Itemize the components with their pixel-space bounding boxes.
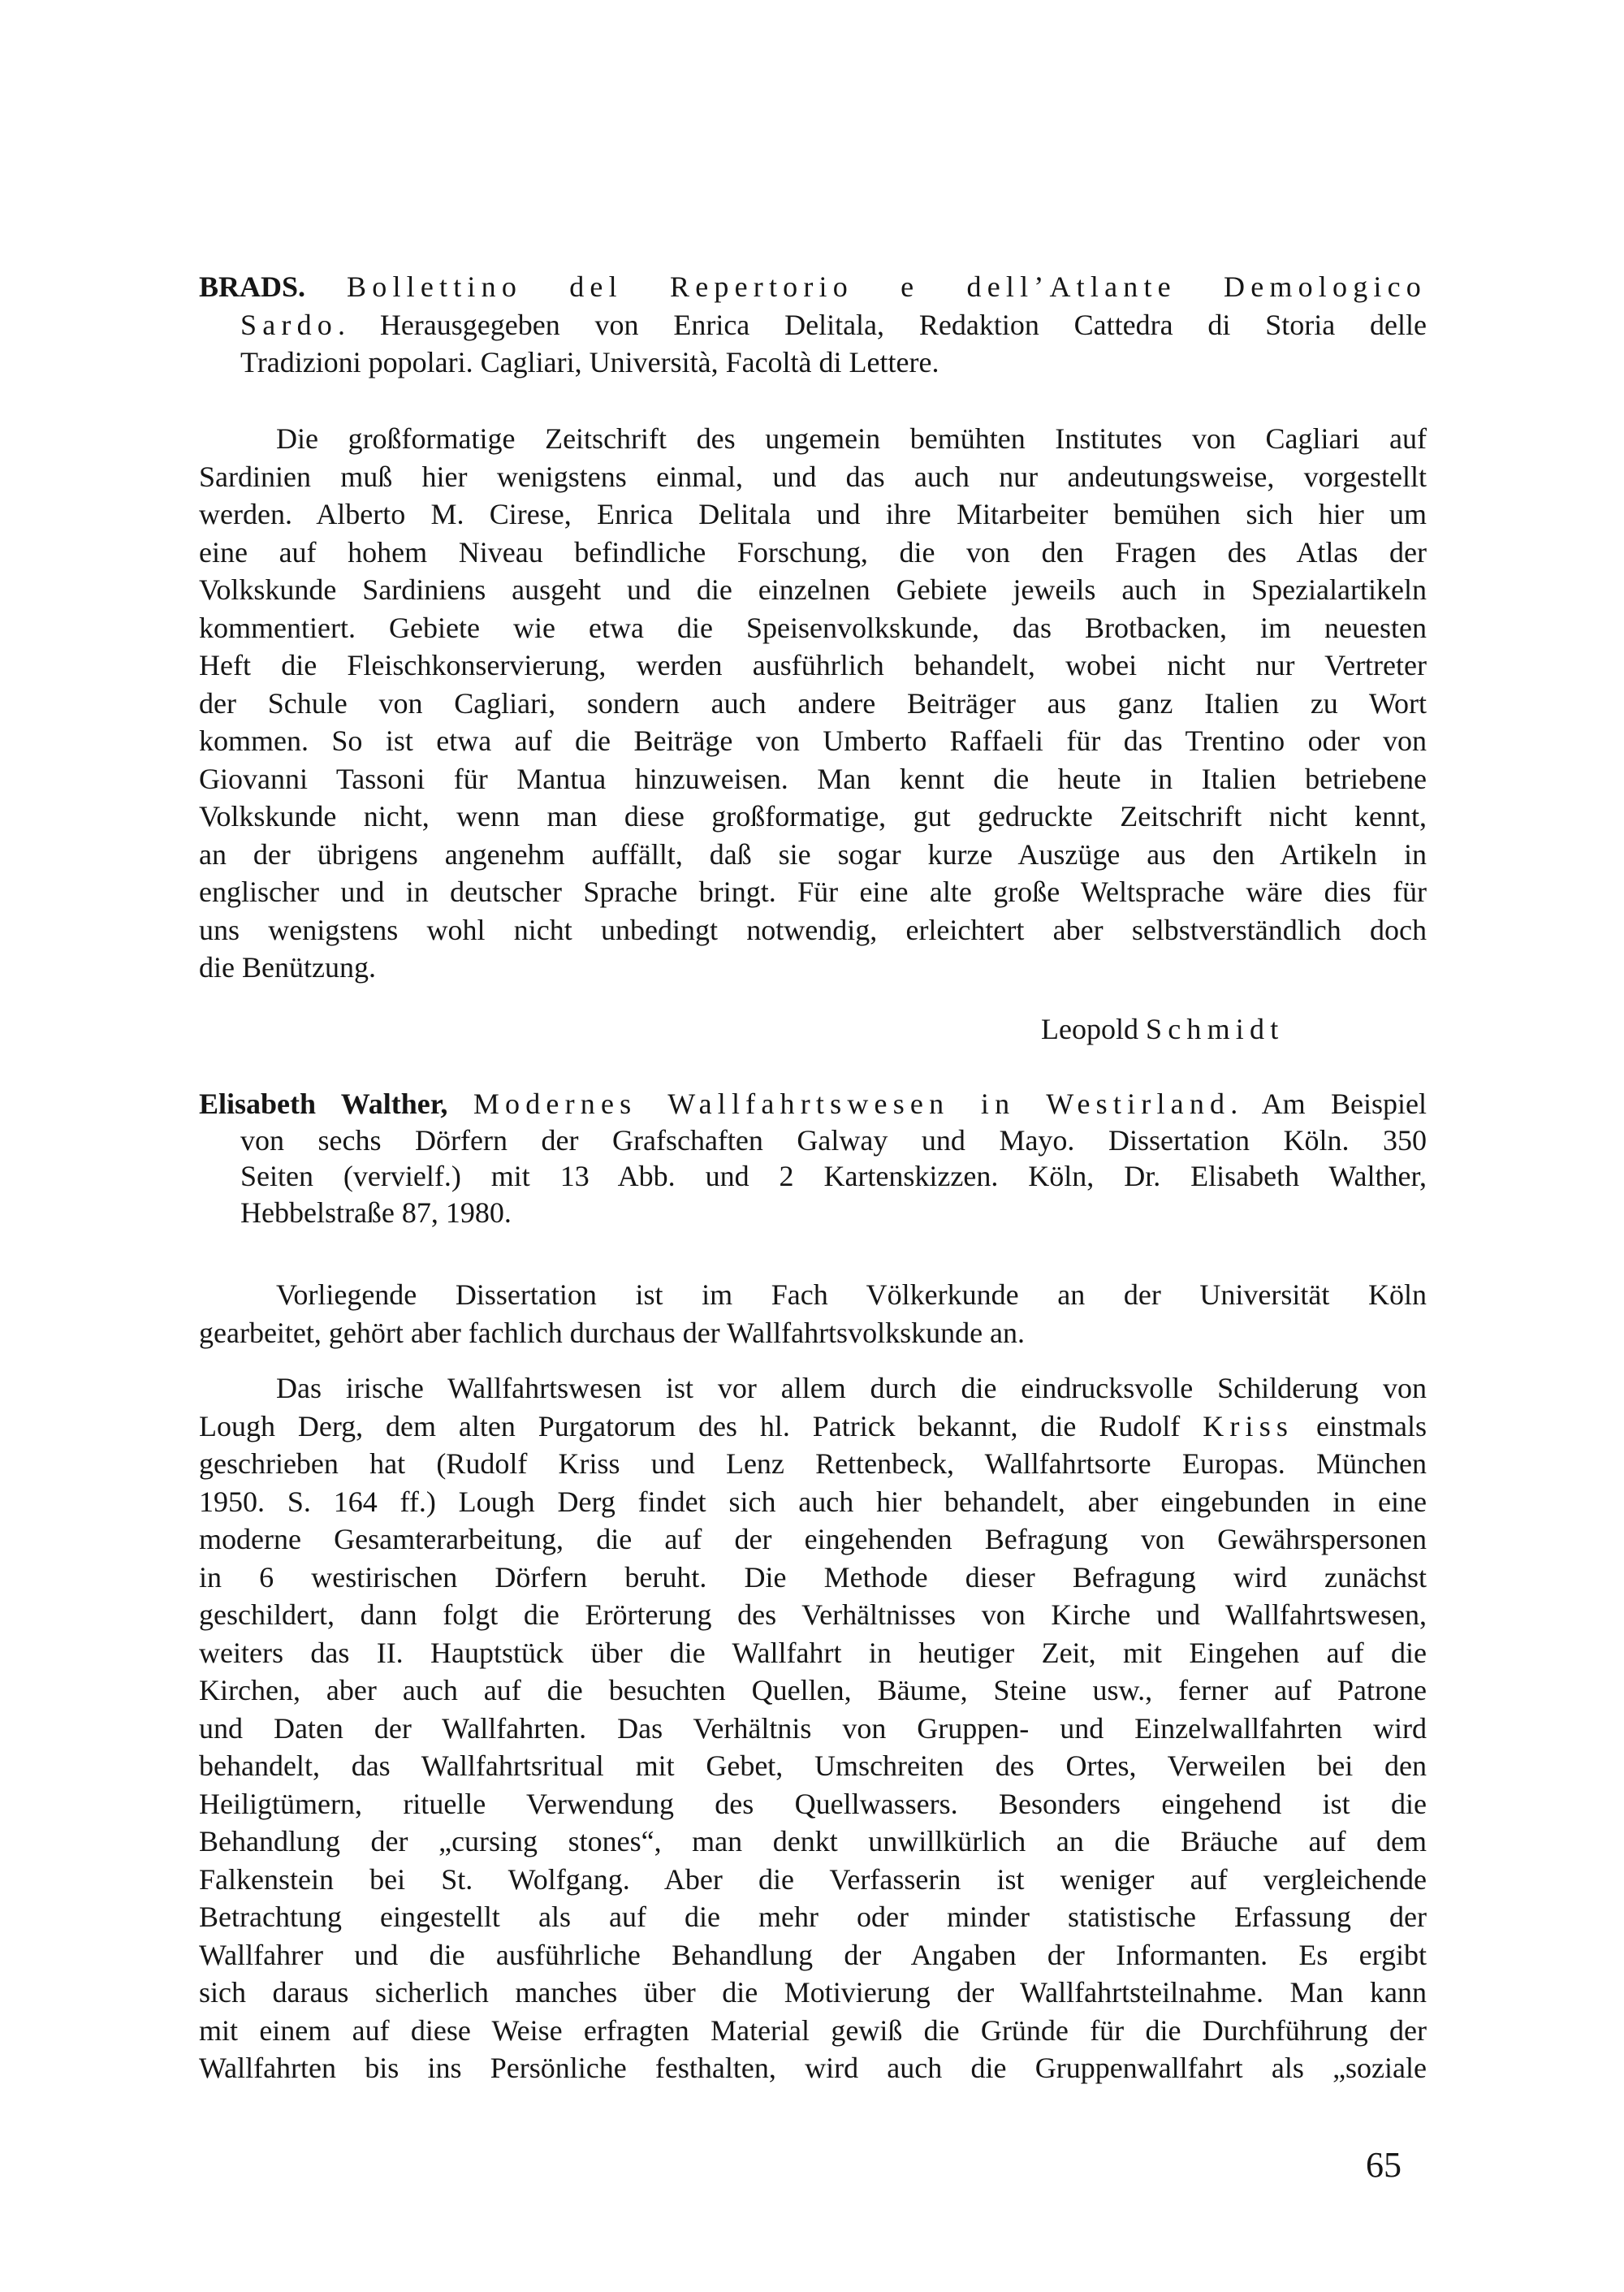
text-line: sich daraus sicherlich manches über die Motivierung der Wallfahrtsteilnahme. Man kann <box>199 1976 1427 2009</box>
spaced-title: Modernes Wallfahrtswesen in Westirland <box>473 1088 1231 1120</box>
text-segment <box>447 1088 473 1120</box>
text-line: Das irische Wallfahrtswesen ist vor allem durch die eindrucksvolle Schilderung von <box>276 1372 1427 1404</box>
text-line: von sechs Dörfern der Grafschaften Galway und Mayo. Dissertation Köln. 350 <box>240 1123 1427 1157</box>
text-line: uns wenigstens wohl nicht unbedingt notwendig, erleichtert aber selbstverständlich doch <box>199 913 1427 946</box>
text-line <box>199 306 1427 344</box>
text-line <box>199 1408 1427 1446</box>
text-line: Heft die Fleischkonservierung, werden ausführlich behandelt, wobei nicht nur Vertreter <box>199 649 1427 681</box>
text-line: Volkskunde nicht, wenn man diese großformatige, gut gedruckte Zeitschrift nicht kennt, <box>199 800 1427 832</box>
text-line: mit einem auf diese Weise erfragten Material gewiß die Gründe für die Durchführung der <box>199 2013 1427 2047</box>
author-name: BRADS. <box>199 270 306 303</box>
text-line: geschildert, dann folgt die Erörterung des Verhältnisses von Kirche und Wallfahrtswesen, <box>199 1598 1427 1631</box>
text-segment <box>305 270 347 303</box>
text-line: an der übrigens angenehm auffällt, daß sie sogar kurze Auszüge aus den Artikeln in <box>199 837 1427 871</box>
text-line: Sardinien muß hier wenigstens einmal, und das auch nur andeutungsweise, vorgestellt <box>199 460 1427 493</box>
text-line: der Schule von Cagliari, sondern auch andere Beiträger aus ganz Italien zu Wort <box>199 686 1427 720</box>
text-line: 1950. S. 164 ff.) Lough Derg findet sich auch hier behandelt, aber eingebunden in eine <box>199 1485 1427 1518</box>
text-line <box>199 268 1427 306</box>
text-segment: . Am Beispiel <box>1230 1088 1427 1120</box>
text-line: Die großformatige Zeitschrift des ungemein bemühten Institutes von Cagliari auf <box>276 422 1427 455</box>
text-line: geschrieben hat (Rudolf Kriss und Lenz Rettenbeck, Wallfahrtsorte Europas. München <box>199 1447 1427 1480</box>
text-line: in 6 westirischen Dörfern beruht. Die Methode dieser Befragung wird zunächst <box>199 1560 1427 1594</box>
text-line: Volkskunde Sardiniens ausgeht und die einzelnen Gebiete jeweils auch in Spezialartikeln <box>199 573 1427 606</box>
spaced-title: Sardo <box>240 308 338 341</box>
text-line: Hebbelstraße 87, 1980. <box>240 1196 512 1229</box>
text-line: werden. Alberto M. Cirese, Enrica Delitala und ihre Mitarbeiter bemühen sich hier um <box>199 498 1427 530</box>
text-line: Wallfahrer und die ausführliche Behandlung der Angaben der Informanten. Es ergibt <box>199 1938 1427 1971</box>
text-line: kommen. So ist etwa auf die Beiträge von Umberto Raffaeli für das Trentino oder von <box>199 724 1427 757</box>
text-line: eine auf hohem Niveau befindliche Forschung, die von den Fragen des Atlas der <box>199 535 1427 569</box>
text-line: englischer und in deutscher Sprache bringt. Für eine alte große Weltsprache wäre dies für <box>199 876 1427 908</box>
text-line <box>199 1086 1427 1122</box>
review-paragraph-walther-1 <box>199 1276 1427 1351</box>
text-line: Tradizioni popolari. Cagliari, Università, Facoltà di Lettere. <box>240 346 939 378</box>
spaced-title: Kriss <box>1203 1409 1294 1442</box>
text-line: die Benützung. <box>199 951 376 984</box>
text-line: gearbeitet, gehört aber fachlich durchaus der Wallfahrtsvolkskunde an. <box>199 1316 1026 1349</box>
text-line: moderne Gesamterarbeitung, die auf der eingehenden Befragung von Gewährspersonen <box>199 1523 1427 1555</box>
spaced-title: Bollettino del Repertorio e dell’Atlante Demologico <box>347 270 1427 303</box>
reviewer-signature <box>1041 1010 1284 1048</box>
bibliography-entry-walther <box>199 1086 1427 1230</box>
text-line: Betrachtung eingestellt als auf die mehr oder minder statistische Erfassung der <box>199 1901 1427 1933</box>
text-line: behandelt, das Wallfahrtsritual mit Gebet, Umschreiten des Ortes, Verweilen bei den <box>199 1749 1427 1782</box>
text-line: Seiten (vervielf.) mit 13 Abb. und 2 Kartenskizzen. Köln, Dr. Elisabeth Walther, <box>240 1160 1427 1192</box>
text-line: Falkenstein bei St. Wolfgang. Aber die Verfasserin ist weniger auf vergleichende <box>199 1862 1427 1896</box>
text-line: Behandlung der „cursing stones“, man denkt unwillkürlich an die Bräuche auf dem <box>199 1825 1427 1857</box>
text-line: weiters das II. Hauptstück über die Wallfahrt in heutiger Zeit, mit Eingehen auf die <box>199 1636 1427 1669</box>
text-line: und Daten der Wallfahrten. Das Verhältnis von Gruppen- und Einzelwallfahrten wird <box>199 1711 1427 1745</box>
review-paragraph-walther-2 <box>199 1369 1427 2087</box>
text-line: Wallfahrten bis ins Persönliche festhalten, wird auch die Gruppenwallfahrt als „soziale <box>199 2052 1427 2084</box>
text-line: Heiligtümern, rituelle Verwendung des Quellwassers. Besonders eingehend ist die <box>199 1787 1427 1820</box>
text-segment: einstmals <box>1294 1409 1427 1442</box>
text-line: Kirchen, aber auch auf die besuchten Quellen, Bäume, Steine usw., ferner auf Patrone <box>199 1674 1427 1706</box>
text-line: kommentiert. Gebiete wie etwa die Speisenvolkskunde, das Brotbacken, im neuesten <box>199 611 1427 644</box>
page-number: 65 <box>1366 2145 1402 2185</box>
text-line: Vorliegende Dissertation ist im Fach Völkerkunde an der Universität Köln <box>276 1278 1427 1311</box>
review-paragraph-brads <box>199 420 1427 987</box>
text-line: Giovanni Tassoni für Mantua hinzuweisen. Man kennt die heute in Italien betriebene <box>199 762 1427 795</box>
signature-first-name: Leopold <box>1041 1013 1146 1045</box>
author-name: Elisabeth Walther, <box>199 1088 448 1120</box>
signature-last-name: Schmidt <box>1145 1013 1285 1045</box>
text-segment: . Herausgegeben von Enrica Delitala, Redaktion Cattedra di Storia delle <box>338 308 1427 341</box>
bibliography-entry-brads <box>199 268 1427 382</box>
text-segment: Lough Derg, dem alten Purgatorum des hl. Patrick bekannt, die Rudolf <box>199 1409 1203 1442</box>
